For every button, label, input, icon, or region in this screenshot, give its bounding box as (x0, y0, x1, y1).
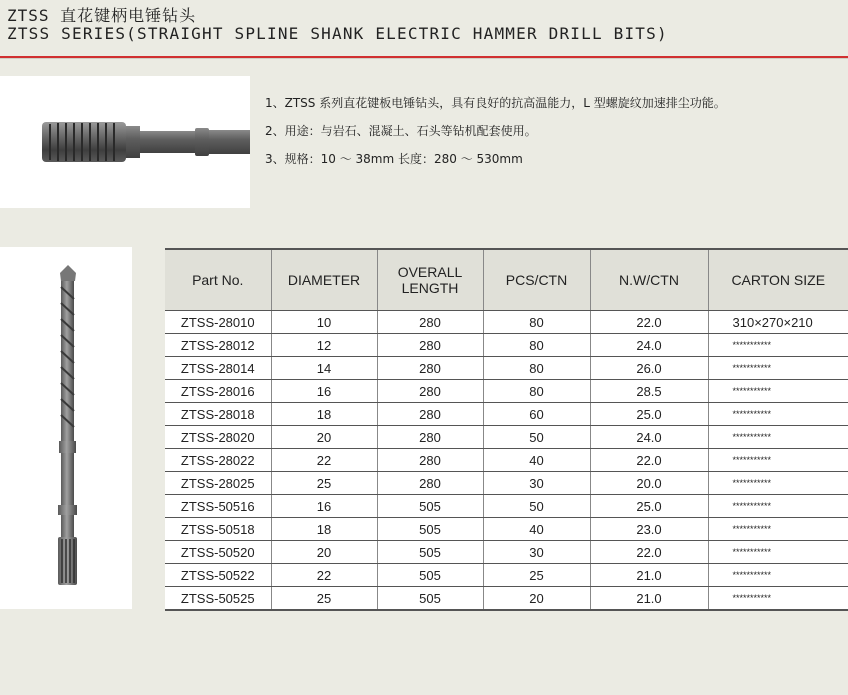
table-row (165, 518, 848, 541)
drill-bit-image (0, 247, 132, 609)
cell-part-no: ZTSS-50522 (165, 564, 271, 587)
page-title-english: ZTSS SERIES(STRAIGHT SPLINE SHANK ELECTRIC HAMMER DRILL BITS) (7, 24, 668, 43)
cell-overall-length: 280 (377, 472, 483, 495)
cell-pcs-ctn: 80 (483, 311, 590, 334)
cell-part-no: ZTSS-50520 (165, 541, 271, 564)
table-row (165, 472, 848, 495)
table-row (165, 357, 848, 380)
cell-part-no: ZTSS-50516 (165, 495, 271, 518)
cell-carton-size: *********** (708, 403, 848, 426)
cell-pcs-ctn: 50 (483, 426, 590, 449)
cell-nw-ctn: 20.0 (590, 472, 708, 495)
table-row (165, 541, 848, 564)
header-overall-length-line1: OVERALL (397, 264, 463, 280)
cell-overall-length: 505 (377, 541, 483, 564)
cell-diameter: 16 (271, 495, 377, 518)
header-diameter: DIAMETER (271, 249, 377, 311)
feature-description: 1、ZTSS 系列直花键板电锤钻头，具有良好的抗高温能力，L 型螺旋纹加速排尘功能。 (265, 96, 726, 110)
cell-overall-length: 280 (377, 403, 483, 426)
cell-part-no: ZTSS-28025 (165, 472, 271, 495)
cell-diameter: 20 (271, 541, 377, 564)
cell-nw-ctn: 25.0 (590, 403, 708, 426)
header-part-no: Part No. (165, 249, 271, 311)
cell-nw-ctn: 25.0 (590, 495, 708, 518)
shank-closeup-image (0, 76, 250, 208)
spec-table (165, 248, 848, 611)
cell-nw-ctn: 22.0 (590, 449, 708, 472)
cell-overall-length: 505 (377, 564, 483, 587)
cell-diameter: 16 (271, 380, 377, 403)
header-pcs-ctn: PCS/CTN (483, 249, 590, 311)
cell-carton-size: *********** (708, 334, 848, 357)
cell-part-no: ZTSS-28020 (165, 426, 271, 449)
cell-carton-size: *********** (708, 587, 848, 611)
cell-pcs-ctn: 80 (483, 334, 590, 357)
cell-diameter: 18 (271, 403, 377, 426)
usage-description: 2、用途：与岩石、混凝土、石头等钻机配套使用。 (265, 124, 537, 138)
header-nw-ctn: N.W/CTN (590, 249, 708, 311)
page-title-chinese: ZTSS 直花键柄电锤钻头 (7, 6, 197, 25)
header-overall-length-line2: LENGTH (401, 280, 459, 296)
cell-overall-length: 280 (377, 311, 483, 334)
cell-diameter: 20 (271, 426, 377, 449)
cell-diameter: 12 (271, 334, 377, 357)
cell-nw-ctn: 23.0 (590, 518, 708, 541)
cell-carton-size: *********** (708, 357, 848, 380)
cell-part-no: ZTSS-28022 (165, 449, 271, 472)
cell-overall-length: 505 (377, 495, 483, 518)
cell-part-no: ZTSS-50518 (165, 518, 271, 541)
table-row (165, 403, 848, 426)
header-carton-size: CARTON SIZE (708, 249, 848, 311)
cell-part-no: ZTSS-28014 (165, 357, 271, 380)
table-row (165, 564, 848, 587)
cell-pcs-ctn: 30 (483, 541, 590, 564)
cell-part-no: ZTSS-28018 (165, 403, 271, 426)
cell-overall-length: 505 (377, 587, 483, 611)
cell-diameter: 10 (271, 311, 377, 334)
cell-pcs-ctn: 40 (483, 518, 590, 541)
cell-overall-length: 280 (377, 334, 483, 357)
cell-diameter: 25 (271, 472, 377, 495)
cell-part-no: ZTSS-28012 (165, 334, 271, 357)
cell-diameter: 14 (271, 357, 377, 380)
table-row (165, 311, 848, 334)
cell-nw-ctn: 24.0 (590, 426, 708, 449)
cell-nw-ctn: 24.0 (590, 334, 708, 357)
cell-part-no: ZTSS-28016 (165, 380, 271, 403)
drill-bit-drawing (0, 247, 132, 609)
table-row (165, 426, 848, 449)
cell-carton-size: *********** (708, 541, 848, 564)
table-row (165, 495, 848, 518)
cell-part-no: ZTSS-28010 (165, 311, 271, 334)
cell-nw-ctn: 21.0 (590, 564, 708, 587)
cell-pcs-ctn: 50 (483, 495, 590, 518)
shank-closeup-drawing (0, 76, 250, 208)
cell-pcs-ctn: 60 (483, 403, 590, 426)
cell-carton-size: *********** (708, 426, 848, 449)
cell-nw-ctn: 21.0 (590, 587, 708, 611)
table-row (165, 334, 848, 357)
cell-part-no: ZTSS-50525 (165, 587, 271, 611)
cell-pcs-ctn: 20 (483, 587, 590, 611)
cell-pcs-ctn: 40 (483, 449, 590, 472)
cell-carton-size: *********** (708, 564, 848, 587)
cell-carton-size: *********** (708, 380, 848, 403)
cell-nw-ctn: 22.0 (590, 541, 708, 564)
table-header-row (165, 249, 848, 311)
spec-description: 3、规格：10 ～ 38mm 长度：280 ～ 530mm (265, 152, 523, 166)
cell-overall-length: 280 (377, 357, 483, 380)
cell-diameter: 18 (271, 518, 377, 541)
table-row (165, 587, 848, 611)
cell-pcs-ctn: 25 (483, 564, 590, 587)
cell-pcs-ctn: 80 (483, 380, 590, 403)
title-divider-shadow (0, 58, 848, 59)
cell-carton-size: *********** (708, 472, 848, 495)
cell-nw-ctn: 22.0 (590, 311, 708, 334)
table-row (165, 380, 848, 403)
cell-overall-length: 280 (377, 449, 483, 472)
cell-overall-length: 280 (377, 426, 483, 449)
cell-carton-size: *********** (708, 449, 848, 472)
cell-carton-size: *********** (708, 495, 848, 518)
cell-overall-length: 505 (377, 518, 483, 541)
cell-nw-ctn: 26.0 (590, 357, 708, 380)
cell-pcs-ctn: 80 (483, 357, 590, 380)
cell-diameter: 22 (271, 564, 377, 587)
table-row (165, 449, 848, 472)
header-overall-length (377, 249, 483, 311)
cell-carton-size: 310×270×210 (708, 311, 848, 334)
cell-nw-ctn: 28.5 (590, 380, 708, 403)
cell-carton-size: *********** (708, 518, 848, 541)
cell-diameter: 25 (271, 587, 377, 611)
cell-pcs-ctn: 30 (483, 472, 590, 495)
cell-diameter: 22 (271, 449, 377, 472)
cell-overall-length: 280 (377, 380, 483, 403)
